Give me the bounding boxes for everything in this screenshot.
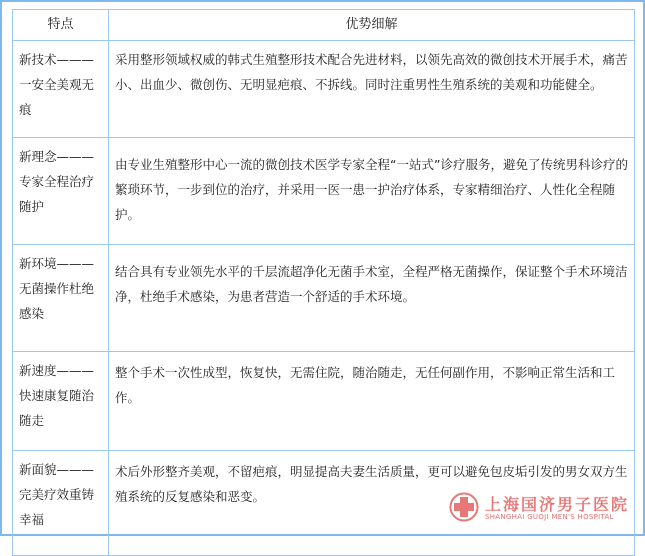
feature-cell: 新面貌———完美疗效重铸幸福 <box>13 451 109 556</box>
detail-cell: 结合具有专业领先水平的千层流超净化无菌手术室，全程严格无菌操作，保证整个手术环境洁净，杜绝手术感染，为患者营造一个舒适的手术环境。 <box>109 245 635 352</box>
table-header-row <box>13 10 635 41</box>
detail-cell: 采用整形领域权威的韩式生殖整形技术配合先进材料，以领先高效的微创技术开展手术，痛苦小、出血少、微创伤、无明显疤痕、不拆线。同时注重男性生殖系统的美观和功能健全。 <box>109 41 635 138</box>
watermark-subtitle: SHANGHAI GUOJI MEN'S HOSPITAL <box>485 513 614 521</box>
table-row <box>13 41 635 138</box>
feature-cell: 新速度———快速康复随治随走 <box>13 352 109 451</box>
table-row <box>13 138 635 245</box>
feature-cell: 新技术———一安全美观无痕 <box>13 41 109 138</box>
table-row <box>13 352 635 451</box>
features-table <box>12 9 635 556</box>
header-detail: 优势细解 <box>109 10 635 41</box>
table-row <box>13 451 635 556</box>
feature-cell: 新理念———专家全程治疗随护 <box>13 138 109 245</box>
table-row <box>13 245 635 352</box>
detail-cell: 由专业生殖整形中心一流的微创技术医学专家全程“一站式”诊疗服务，避免了传统男科诊疗的繁琐环节，一步到位的治疗，并采用一医一患一护治疗体系，专家精细治疗、人性化全程随护。 <box>109 138 635 245</box>
feature-cell: 新环境———无菌操作杜绝感染 <box>13 245 109 352</box>
header-feature: 特点 <box>13 10 109 41</box>
watermark-title: 上海国济男子医院 <box>485 495 630 514</box>
detail-cell: 术后外形整齐美观，不留疤痕，明显提高夫妻生活质量，更可以避免包皮垢引发的男女双方生殖系统的反复感染和恶变。 <box>109 451 635 556</box>
detail-cell: 整个手术一次性成型，恢复快，无需住院，随治随走，无任何副作用，不影响正常生活和工作。 <box>109 352 635 451</box>
